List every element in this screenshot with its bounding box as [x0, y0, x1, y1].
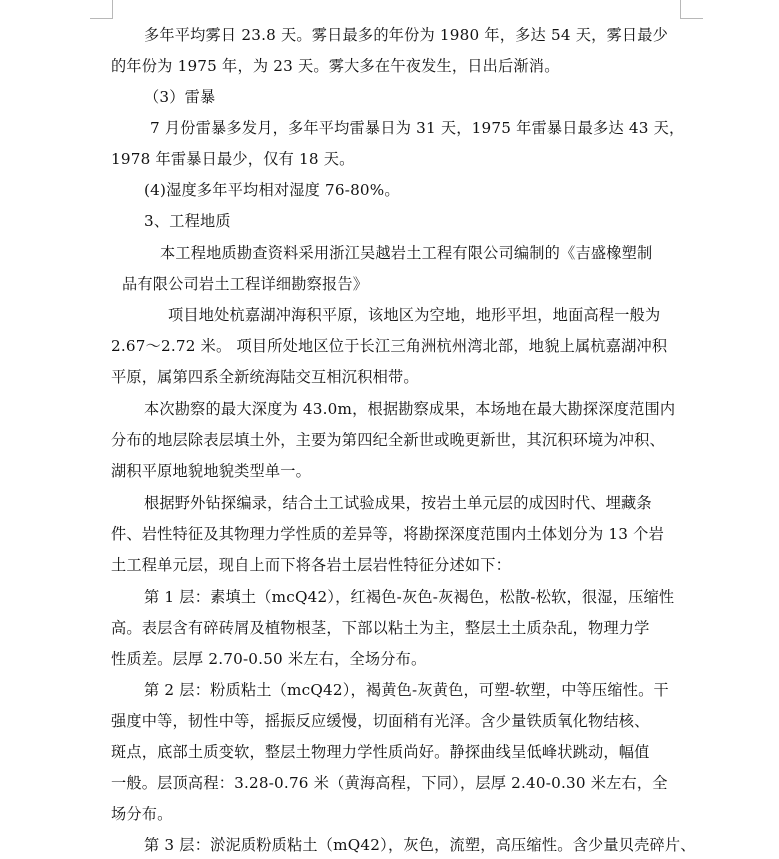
text-line: 湖积平原地貌地貌类型单一。	[111, 462, 312, 480]
text-line: 土工程单元层，现自上而下将各岩土层岩性特征分述如下：	[111, 556, 512, 574]
text-line: 根据野外钻探编录，结合土工试验成果，按岩土单元层的成因时代、埋藏条	[144, 494, 652, 512]
text-line: 第 1 层：素填土（mcQ42），红褐色-灰色-灰褐色，松散-松软，很湿，压缩性	[144, 588, 675, 606]
text-line: 高。表层含有碎砖屑及植物根茎，下部以粘土为主，整层土土质杂乱，物理力学	[111, 619, 650, 637]
text-line: 平原，属第四系全新统海陆交互相沉积相带。	[111, 368, 419, 386]
text-line: 第 3 层：淤泥质粉质粘土（mQ42），灰色，流塑，高压缩性。含少量贝壳碎片、	[144, 836, 696, 854]
section-heading: 3、工程地质	[144, 212, 231, 230]
text-line: 强度中等，韧性中等，摇振反应缓慢，切面稍有光泽。含少量铁质氧化物结核、	[111, 712, 650, 730]
text-line: 斑点，底部土质变软，整层土物理力学性质尚好。静探曲线呈低峰状跳动，幅值	[111, 743, 650, 761]
text-line: 本次勘察的最大深度为 43.0m，根据勘察成果，本场地在最大勘探深度范围内	[144, 400, 676, 418]
text-line: 场分布。	[111, 805, 173, 823]
text-line: 品有限公司岩土工程详细勘察报告》	[122, 275, 369, 293]
text-line: (4)湿度多年平均相对湿度 76-80%。	[144, 181, 400, 199]
text-line: 分布的地层除表层填土外，主要为第四纪全新世或晚更新世，其沉积环境为冲积、	[111, 431, 665, 449]
text-line: 第 2 层：粉质粘土（mcQ42），褐黄色-灰黄色，可塑-软塑，中等压缩性。干	[144, 681, 669, 699]
text-line: 的年份为 1975 年，为 23 天。雾大多在午夜发生，日出后渐消。	[111, 57, 560, 75]
text-line: 项目地处杭嘉湖冲海积平原，该地区为空地，地形平坦，地面高程一般为	[168, 306, 661, 324]
text-line: 2.67～2.72 米。 项目所处地区位于长江三角洲杭州湾北部，地貌上属杭嘉湖冲积	[111, 337, 668, 355]
text-line: 本工程地质勘查资料采用浙江吴越岩土工程有限公司编制的《吉盛橡塑制	[160, 244, 653, 262]
text-line: 7 月份雷暴多发月，多年平均雷暴日为 31 天，1975 年雷暴日最多达 43 天，	[150, 119, 685, 137]
text-line: 多年平均雾日 23.8 天。雾日最多的年份为 1980 年，多达 54 天，雾日最少	[144, 26, 669, 44]
section-heading: （3）雷暴	[144, 88, 216, 106]
text-line: 一般。层顶高程：3.28-0.76 米（黄海高程，下同），层厚 2.40-0.30 米左右，全	[111, 774, 668, 792]
text-line: 性质差。层厚 2.70-0.50 米左右，全场分布。	[111, 650, 427, 668]
text-line: 1978 年雷暴日最少，仅有 18 天。	[111, 150, 355, 168]
text-line: 件、岩性特征及其物理力学性质的差异等，将勘探深度范围内土体划分为 13 个岩	[111, 525, 664, 543]
